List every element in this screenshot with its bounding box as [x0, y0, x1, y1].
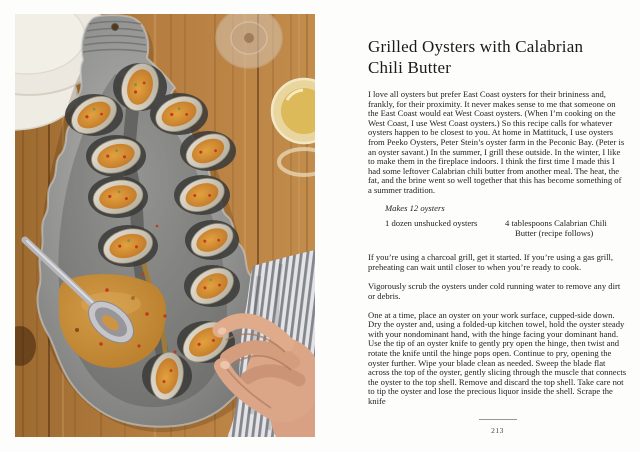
page-number: 213: [491, 425, 504, 435]
recipe-step: Vigorously scrub the oysters under cold running water to remove any dirt or debris.: [368, 281, 621, 301]
recipe-title: [368, 36, 627, 78]
cookbook-photo-page: [15, 14, 315, 437]
grilled-oysters-photo: [15, 14, 315, 437]
ingredient-list: [368, 219, 627, 238]
glass-base: [216, 14, 282, 68]
recipe-title-line1: Grilled Oysters with Calabrian: [368, 37, 584, 56]
recipe-intro: I love all oysters but prefer East Coast oysters for their brininess and, frankly, for their proximity. It never makes sense to me that someone on the East Coast would eat West Coast oysters. (When I’m cooking on the West Coast, I use West Coast oysters.) So this recipe calls for whatever oysters happen to be closest to you. At home in Mattituck, I use oysters from Peeko Oysters, Peter Stein’s oyster farm in the Peconic Bay. (Peter is an oyster savant.) In the summer, I grill these outside. In the winter, I like to make them in the fireplace indoors. I think the first time I made this I had some leftover Calabrian chili butter from another meal. The heat, the fat, and the brine went so well together that this has become something of a summer tradition.: [368, 89, 625, 195]
ingredient-item: 1 dozen unshucked oysters: [385, 218, 478, 229]
page-footer: [368, 419, 627, 435]
recipe-page: [368, 30, 627, 442]
recipe-step: One at a time, place an oyster on your work surface, cupped-side down. Dry the oyster and, using a folded-up kitchen towel, hold the oyster steady with your nondominant hand, with the hinge facing your dominant hand. Use the tip of an oyster knife to gently pry open the hinge, then twist and rotate the knife until the hinge pops open. Continue to pry, opening the oyster further. Wipe your blade clean as needed. Sweep the blade flat across the top of the oyster, gently slicing through the muscle that connects the oyster to the top shell. Remove and discard the top shell. Take care not to tip the oyster and lose the precious liquor inside the shell. Scrape the knife: [368, 309, 627, 407]
platter-hole: [112, 24, 119, 31]
recipe-yield: Makes 12 oysters: [385, 202, 445, 213]
recipe-title-line2: Chili Butter: [368, 58, 452, 77]
footer-rule: [479, 419, 517, 420]
recipe-step: If you’re using a charcoal grill, get it started. If you’re using a gas grill, preheating can wait until closer to when you’re ready to cook.: [368, 252, 614, 272]
ingredient-item: 4 tablespoons Calabrian Chili Butter (recipe follows): [505, 218, 607, 238]
